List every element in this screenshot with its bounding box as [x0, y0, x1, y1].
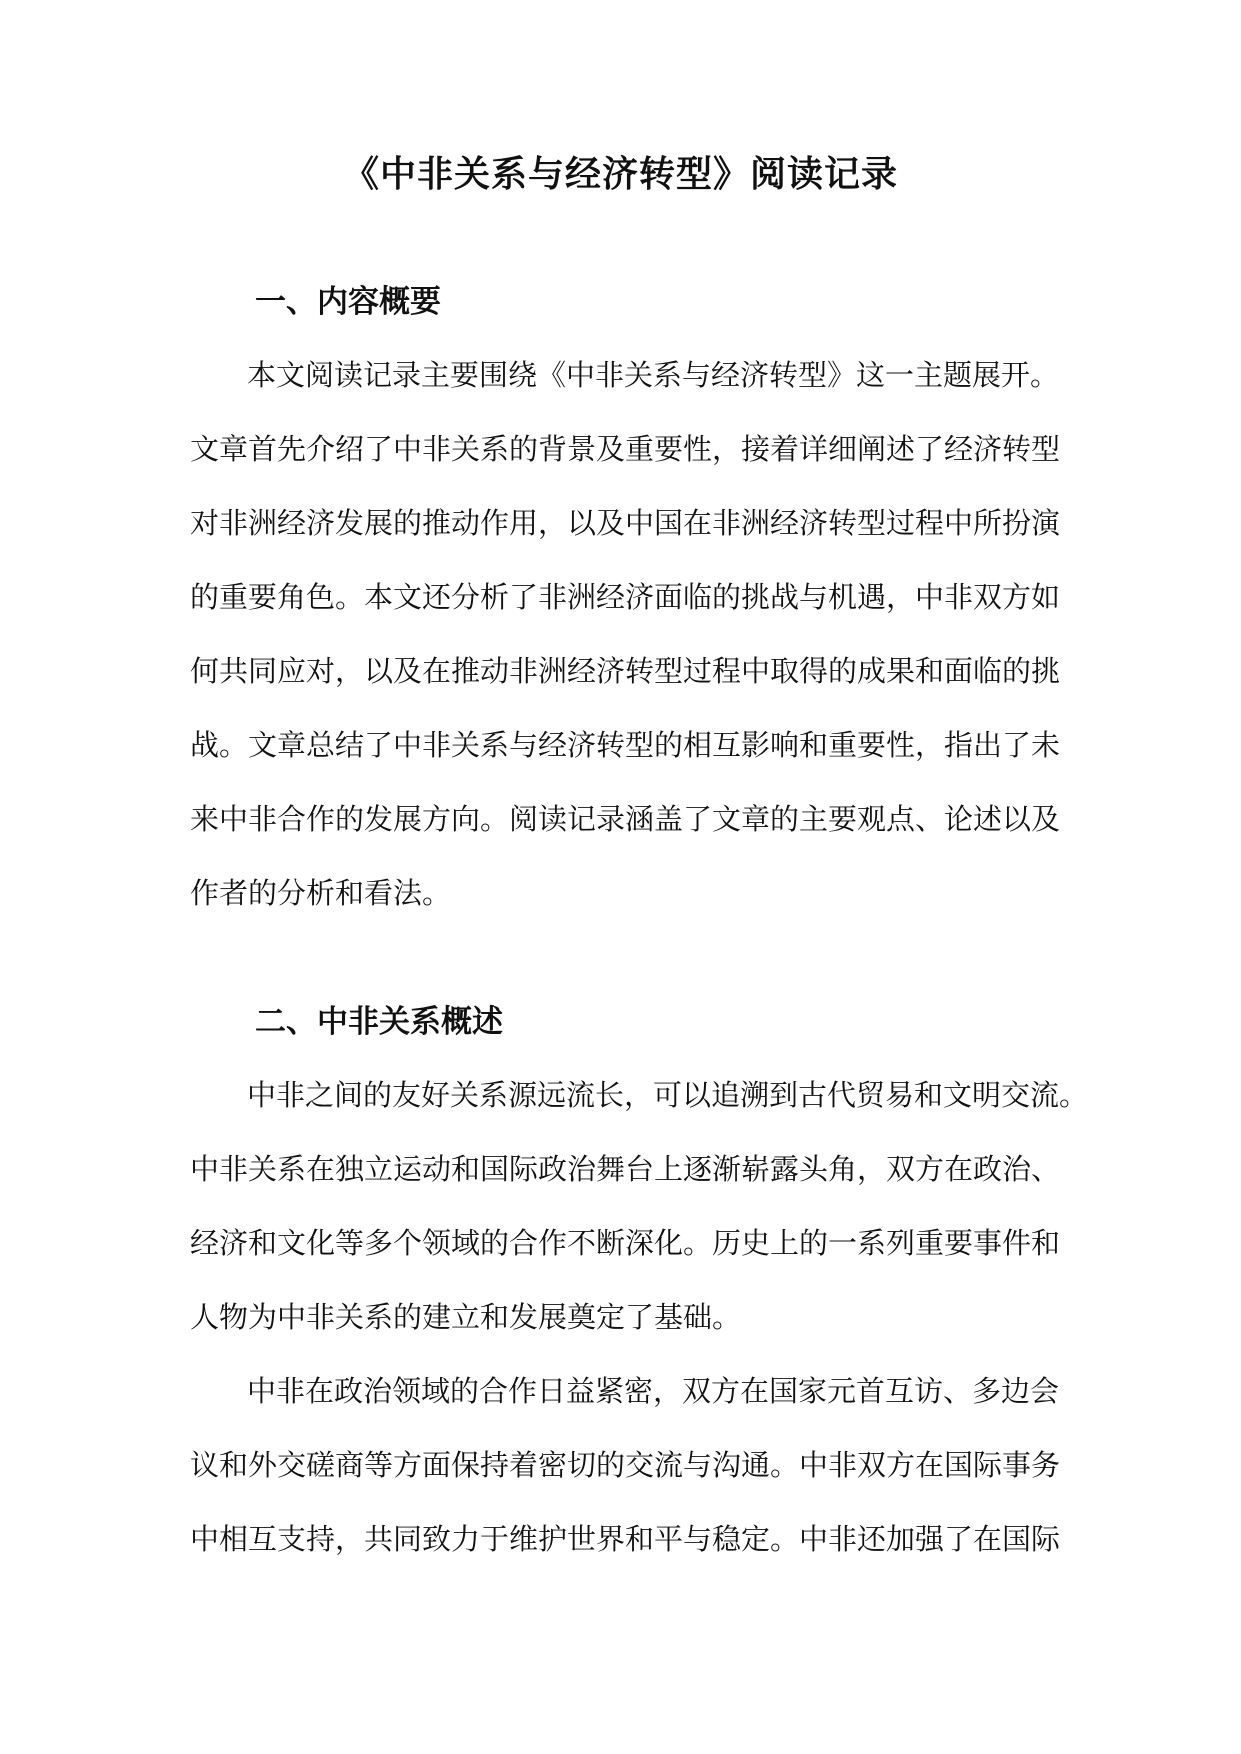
section-heading-overview: 二、中非关系概述	[255, 1004, 503, 1040]
paragraph-line: 战。文章总结了中非关系与经济转型的相互影响和重要性，指出了未	[190, 728, 1061, 762]
paragraph-line: 中非关系在独立运动和国际政治舞台上逐渐崭露头角，双方在政治、	[190, 1152, 1061, 1186]
paragraph-line: 议和外交磋商等方面保持着密切的交流与沟通。中非双方在国际事务	[190, 1448, 1061, 1482]
paragraph-line: 的重要角色。本文还分析了非洲经济面临的挑战与机遇，中非双方如	[190, 580, 1061, 614]
paragraph-line: 文章首先介绍了中非关系的背景及重要性，接着详细阐述了经济转型	[190, 432, 1061, 466]
paragraph-line: 中非之间的友好关系源远流长，可以追溯到古代贸易和文明交流。	[247, 1078, 1089, 1112]
paragraph-line: 对非洲经济发展的推动作用，以及中国在非洲经济转型过程中所扮演	[190, 506, 1061, 540]
paragraph-line: 作者的分析和看法。	[190, 876, 452, 910]
paragraph-line: 人物为中非关系的建立和发展奠定了基础。	[190, 1300, 742, 1334]
section-heading-summary: 一、内容概要	[255, 284, 441, 320]
paragraph-line: 本文阅读记录主要围绕《中非关系与经济转型》这一主题展开。	[247, 358, 1060, 392]
paragraph-line: 中非在政治领域的合作日益紧密，双方在国家元首互访、多边会	[247, 1374, 1060, 1408]
paragraph-line: 来中非合作的发展方向。阅读记录涵盖了文章的主要观点、论述以及	[190, 802, 1061, 836]
paragraph-line: 何共同应对，以及在推动非洲经济转型过程中取得的成果和面临的挑	[190, 654, 1061, 688]
document-title: 《中非关系与经济转型》阅读记录	[342, 154, 898, 195]
paragraph-line: 中相互支持，共同致力于维护世界和平与稳定。中非还加强了在国际	[190, 1522, 1061, 1556]
paragraph-line: 经济和文化等多个领域的合作不断深化。历史上的一系列重要事件和	[190, 1226, 1061, 1260]
